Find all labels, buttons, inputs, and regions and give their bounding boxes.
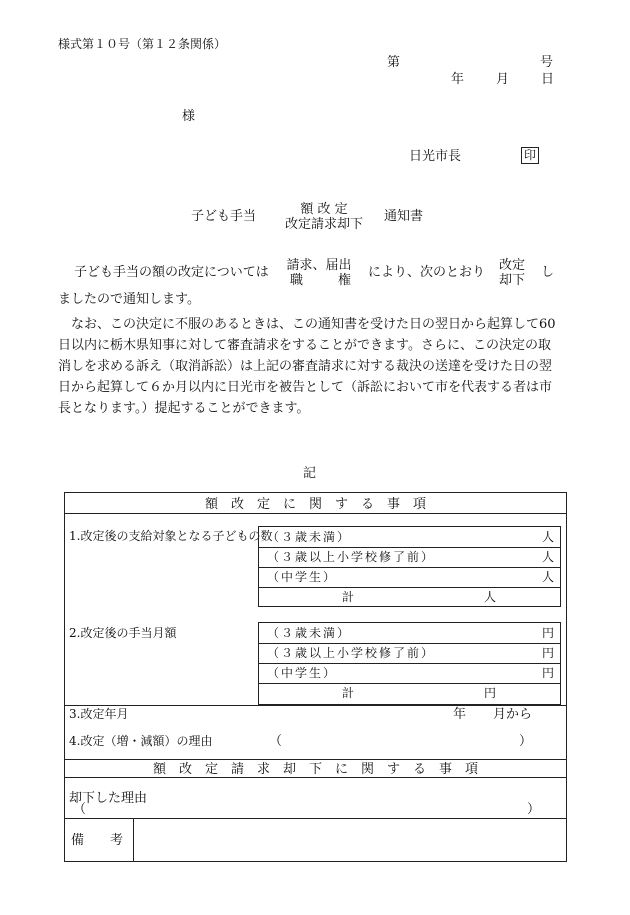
result-option-bottom: 却下 bbox=[498, 273, 525, 288]
section1-header: 額 改 定 に 関 す る 事 項 bbox=[204, 497, 426, 512]
item4-open-paren: （ bbox=[269, 734, 283, 749]
item2-row-middle-label: （中学生） bbox=[267, 666, 338, 680]
item1-row-elementary-unit: 人 bbox=[541, 550, 554, 564]
title-option-bottom: 改定請求却下 bbox=[284, 217, 363, 232]
divider bbox=[65, 705, 566, 706]
remarks-field[interactable] bbox=[135, 820, 565, 860]
item2-row-middle-unit: 円 bbox=[541, 666, 554, 680]
reason-option-top: 請求、届出 bbox=[286, 258, 352, 273]
item2-row-under3-unit: 円 bbox=[541, 626, 554, 640]
ki-heading: 記 bbox=[303, 466, 317, 481]
reason-option-bottom bbox=[284, 273, 354, 288]
date-year-label: 年 bbox=[451, 72, 465, 87]
item1-row-middle-unit: 人 bbox=[541, 570, 554, 584]
result-option-stack bbox=[497, 258, 527, 288]
item3-year-label: 年 bbox=[453, 707, 467, 722]
title-prefix: 子ども手当 bbox=[191, 209, 257, 224]
item2-total-unit: 円 bbox=[484, 686, 497, 700]
recipient-honorific: 様 bbox=[182, 109, 196, 124]
item1-row-middle-label: （中学生） bbox=[267, 570, 338, 584]
item3-month-from-label: 月から bbox=[493, 707, 533, 722]
reason-option-ken: 権 bbox=[338, 273, 352, 288]
item2-row-middle bbox=[259, 663, 560, 683]
date-day-label: 日 bbox=[541, 72, 555, 87]
form-number: 様式第１０号（第１２条関係） bbox=[58, 37, 227, 51]
item2-breakdown-box bbox=[258, 622, 561, 705]
item1-breakdown-box bbox=[258, 526, 561, 607]
remarks-label: 備 考 bbox=[71, 833, 124, 848]
item1-total-label: 計 bbox=[342, 590, 355, 604]
divider bbox=[65, 759, 566, 760]
item2-row-under3 bbox=[259, 623, 560, 643]
title-suffix: 通知書 bbox=[384, 209, 424, 224]
item1-row-middle bbox=[259, 567, 560, 587]
title-option-top: 額 改 定 bbox=[300, 202, 348, 217]
item2-row-elementary-unit: 円 bbox=[541, 646, 554, 660]
body-line1-end: し bbox=[541, 265, 555, 280]
item2-row-elementary bbox=[259, 643, 560, 663]
body-line1-start: 子ども手当の額の改定については bbox=[74, 265, 269, 280]
item1-total-row bbox=[259, 587, 560, 607]
divider bbox=[65, 818, 566, 819]
item1-row-under3-label: （３歳未満） bbox=[267, 530, 352, 544]
rejection-open-paren: （ bbox=[73, 802, 87, 817]
item4-label: 4.改定（増・減額）の理由 bbox=[69, 734, 213, 748]
section2-header: 額 改 定 請 求 却 下 に 関 す る 事 項 bbox=[152, 762, 478, 777]
item1-row-elementary bbox=[259, 547, 560, 567]
reason-option-stack bbox=[284, 258, 354, 288]
item1-row-under3-unit: 人 bbox=[541, 530, 554, 544]
item3-label: 3.改定年月 bbox=[69, 707, 129, 721]
date-month-label: 月 bbox=[496, 72, 510, 87]
item2-total-label: 計 bbox=[342, 686, 355, 700]
item1-label: 1.改定後の支給対象となる子どもの数 bbox=[69, 529, 273, 543]
body-line1-mid: により、次のとおり bbox=[368, 265, 486, 280]
rejection-close-paren: ） bbox=[527, 802, 541, 817]
item2-row-under3-label: （３歳未満） bbox=[267, 626, 352, 640]
rejection-reason-label: 却下した理由 bbox=[69, 791, 148, 806]
appeal-notice-paragraph: なお、この決定に不服のあるときは、この通知書を受けた日の翌日から起算して60日以内に栃木県知事に対して審査請求をすることができます。さらに、この決定の取消しを求める訴え（取消訴訟）は上記の審査請求に対する裁決の送達を受けた日の翌日から起算して６か月以内に日光市を被告として（訴訟において市を代表する者は市長となります。）提起することができます。 bbox=[58, 317, 556, 416]
title-option-stack bbox=[279, 202, 369, 232]
divider bbox=[133, 818, 134, 862]
reason-option-shoku: 職 bbox=[290, 273, 304, 288]
item4-close-paren: ） bbox=[519, 734, 533, 749]
sender-name: 日光市長 bbox=[409, 149, 462, 164]
details-table bbox=[64, 492, 567, 862]
item2-total-row bbox=[259, 683, 560, 703]
item1-row-under3 bbox=[259, 527, 560, 547]
item1-row-elementary-label: （３歳以上小学校修了前） bbox=[267, 550, 436, 564]
item1-total-unit: 人 bbox=[484, 590, 497, 604]
item2-row-elementary-label: （３歳以上小学校修了前） bbox=[267, 646, 436, 660]
number-suffix: 号 bbox=[540, 55, 554, 70]
divider bbox=[65, 777, 566, 778]
body-line2: ましたので通知します。 bbox=[58, 292, 200, 307]
number-prefix: 第 bbox=[387, 55, 401, 70]
result-option-top: 改定 bbox=[498, 258, 525, 273]
item2-label: 2.改定後の手当月額 bbox=[69, 626, 177, 640]
divider bbox=[65, 513, 566, 514]
official-seal-mark: 印 bbox=[521, 147, 539, 164]
